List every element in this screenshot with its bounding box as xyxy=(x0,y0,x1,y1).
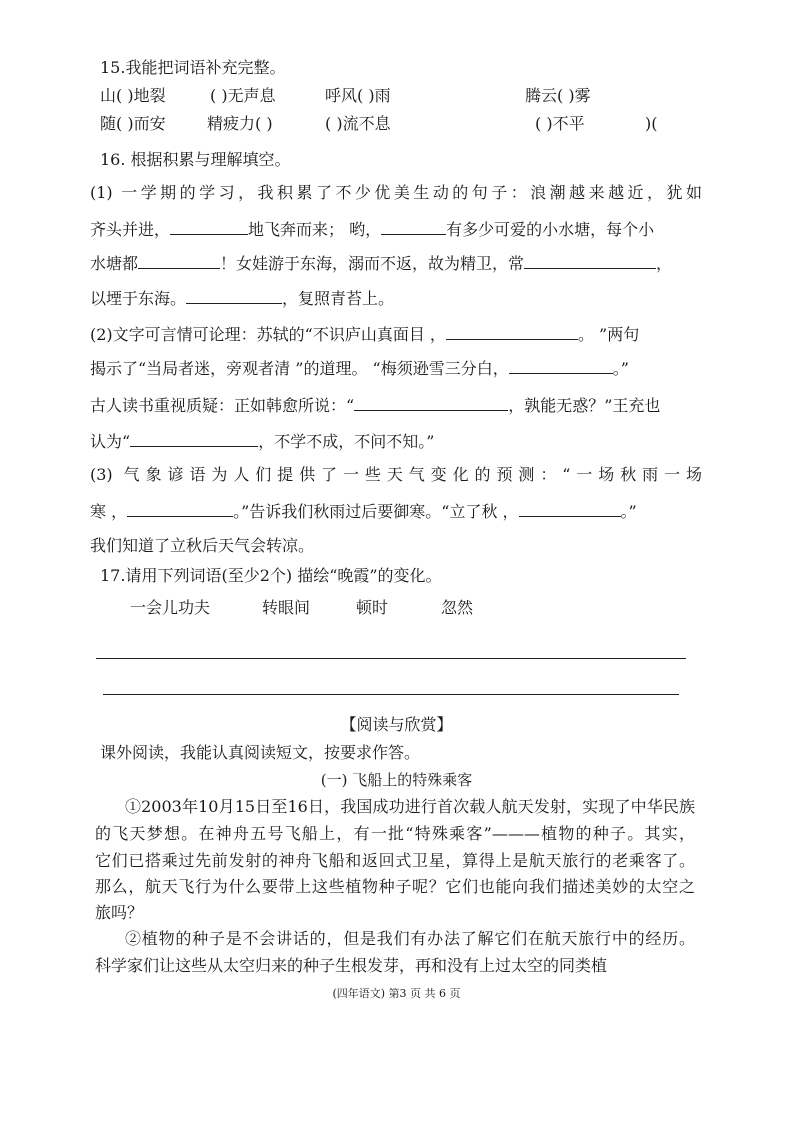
fill-blank[interactable] xyxy=(524,252,656,269)
fill-blank[interactable] xyxy=(519,500,621,517)
q16-p3-line3: 我们知道了立秋后天气会转凉。 xyxy=(90,536,315,555)
passage-line xyxy=(95,851,695,871)
q17-word: 忽然 xyxy=(441,598,474,617)
fill-blank[interactable] xyxy=(130,430,258,447)
passage-text: 那么，航天飞行为什么要带上这些植物种子呢？它们也能向我们描述美妙的太空之 xyxy=(95,877,695,896)
q16-text: ，孰能无惑？”王充也 xyxy=(508,396,661,415)
fill-blank[interactable] xyxy=(127,500,233,517)
fill-blank[interactable] xyxy=(446,323,578,340)
q16-p2-line3 xyxy=(90,394,660,416)
q15-item: ( )无声息 xyxy=(210,86,276,105)
passage-line xyxy=(125,929,695,949)
q16-title: 16. 根据积累与理解填空。 xyxy=(100,150,291,169)
q16-text: 揭示了“当局者迷，旁观者清 ”的道理。 “梅须逊雪三分白， xyxy=(90,359,509,378)
q15-item: 腾云( )雾 xyxy=(525,86,591,105)
q16-text: 。 ”两句 xyxy=(577,325,640,344)
q15-item: 精疲力( ) xyxy=(207,114,273,133)
answer-line[interactable] xyxy=(103,694,679,695)
page-footer: (四年语文) 第3 页 共 6 页 xyxy=(332,987,461,1000)
q16-text: 古人读书重视质疑：正如韩愈所说：“ xyxy=(90,396,355,415)
q16-text: 地飞奔而来； 哟， xyxy=(248,220,382,239)
q16-text: ！女娃游于东海，溺而不返，故为精卫，常 xyxy=(220,254,525,273)
q15-title: 15.我能把词语补充完整。 xyxy=(100,58,286,77)
q16-p1-line4 xyxy=(90,287,394,309)
reading-instruction: 课外阅读，我能认真阅读短文，按要求作答。 xyxy=(100,743,421,762)
section-title: 【阅读与欣赏】 xyxy=(340,715,453,734)
fill-blank[interactable] xyxy=(170,218,248,235)
fill-blank[interactable] xyxy=(354,394,508,411)
q16-text: 。” xyxy=(620,502,637,521)
q16-p3-text: (3) 气象谚语为人们提供了一些天气变化的预测：“一场秋雨一场 xyxy=(90,465,702,484)
fill-blank[interactable] xyxy=(381,218,446,235)
answer-line[interactable] xyxy=(96,658,686,659)
passage-title: (一) 飞船上的特殊乘客 xyxy=(320,771,473,789)
q17-word: 转眼间 xyxy=(262,598,311,617)
passage-text: 它们已搭乘过先前发射的神舟飞船和返回式卫星，算得上是航天旅行的老乘客了。 xyxy=(95,851,695,870)
q15-item: 山( )地裂 xyxy=(100,86,166,105)
q16-text: 有多少可爱的小水塘，每个小 xyxy=(446,220,655,239)
q16-text: ， xyxy=(656,254,673,273)
q16-p2-line1 xyxy=(90,323,639,345)
q15-item: 随( )而安 xyxy=(100,114,166,133)
q16-p3-line1 xyxy=(90,465,702,485)
q15-item: )( xyxy=(645,114,658,133)
q16-text: ，复照青苔上。 xyxy=(282,289,395,308)
q16-p3-line2 xyxy=(90,500,637,522)
q16-p1-text: (1) 一学期的学习，我积累了不少优美生动的句子：浪潮越来越近，犹如 xyxy=(90,183,702,202)
q16-text: (2)文字可言情可论理：苏轼的“不识庐山真面目 ， xyxy=(90,325,446,344)
fill-blank[interactable] xyxy=(138,252,220,269)
passage-line: 科学家们让这些从太空归来的种子生根发芽，再和没有上过太空的同类植 xyxy=(95,956,608,975)
q16-text: 。”告诉我们秋雨过后要御寒。“立了秋 ， xyxy=(233,502,519,521)
q15-item: ( )不平 xyxy=(535,114,585,133)
passage-line xyxy=(125,797,695,817)
q17-word: 一会儿功夫 xyxy=(130,598,211,617)
q15-item: ( )流不息 xyxy=(325,114,391,133)
q16-text: ，不学不成，不问不知。” xyxy=(258,432,435,451)
q16-p1-line3 xyxy=(90,252,672,274)
q17-word: 顿时 xyxy=(356,598,389,617)
q15-item: 呼风( )雨 xyxy=(325,86,391,105)
q16-p1-line1 xyxy=(90,183,702,203)
passage-text: ①2003年10月15日至16日，我国成功进行首次载人航天发射，实现了中华民族 xyxy=(125,797,695,816)
passage-line xyxy=(95,877,695,897)
q16-text: 寒 ， xyxy=(90,502,128,521)
q16-p2-line2 xyxy=(90,357,629,379)
q16-text: 以堙于东海。 xyxy=(90,289,187,308)
passage-line xyxy=(95,824,695,844)
passage-line: 旅吗？ xyxy=(95,903,144,922)
fill-blank[interactable] xyxy=(186,287,282,304)
q17-title: 17.请用下列词语(至少2个) 描绘“晚霞”的变化。 xyxy=(100,566,442,585)
fill-blank[interactable] xyxy=(509,357,613,374)
q16-text: 。” xyxy=(612,359,629,378)
passage-text: 的飞天梦想。在神舟五号飞船上，有一批“特殊乘客”———植物的种子。其实， xyxy=(95,824,695,843)
passage-text: ②植物的种子是不会讲话的，但是我们有办法了解它们在航天旅行中的经历。 xyxy=(125,929,695,948)
q16-text: 齐头并进， xyxy=(90,220,171,239)
q16-p2-line4 xyxy=(90,430,434,452)
q16-p1-line2 xyxy=(90,218,654,240)
q16-text: 认为“ xyxy=(90,432,131,451)
q16-text: 水塘都 xyxy=(90,254,139,273)
